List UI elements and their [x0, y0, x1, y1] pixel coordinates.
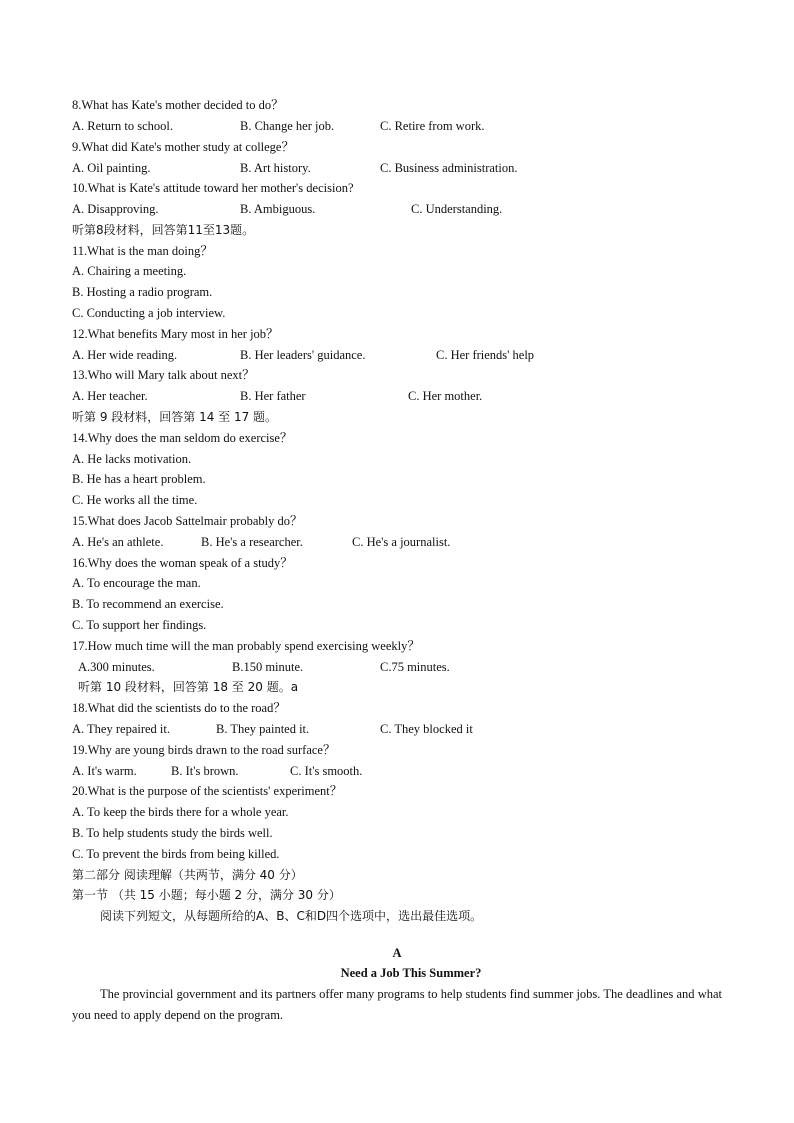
option-a: A. Chairing a meeting.: [72, 264, 187, 278]
option-b: B. It's brown.: [171, 764, 239, 778]
question-stem: 13.Who will Mary talk about next？: [72, 368, 255, 382]
option-c: C. To support her findings.: [72, 618, 207, 632]
option-a: A. To keep the birds there for a whole year.: [72, 805, 289, 819]
option-b: B. Her leaders' guidance.: [240, 348, 366, 362]
option-a: A. Her wide reading.: [72, 348, 178, 362]
question-stem: 11.What is the man doing？: [72, 244, 213, 258]
question-stem: 16.Why does the woman speak of a study？: [72, 556, 293, 570]
option-b: B. To recommend an exercise.: [72, 597, 224, 611]
option-a: A. He lacks motivation.: [72, 452, 192, 466]
option-a: A. Her teacher.: [72, 389, 148, 403]
option-a: A. Disapproving.: [72, 202, 159, 216]
section-header-seg9: 听第 9 段材料，回答第 14 至 17 题。: [72, 410, 278, 424]
question-stem: 10.What is Kate's attitude toward her mother's decision?: [72, 181, 354, 195]
question-stem: 15.What does Jacob Sattelmair probably do？: [72, 514, 303, 528]
question-stem: 18.What did the scientists do to the road？: [72, 701, 286, 715]
option-c: C. Understanding.: [411, 202, 503, 216]
option-c: C. Business administration.: [380, 161, 518, 175]
option-c: C. Her friends' help: [436, 348, 535, 362]
option-a: A.300 minutes.: [78, 660, 155, 674]
option-b: B. Her father: [240, 389, 306, 403]
option-b: B. Change her job.: [240, 119, 335, 133]
question-stem: 17.How much time will the man probably spend exercising weekly？: [72, 639, 420, 653]
option-b: B. Art history.: [240, 161, 311, 175]
option-a: A. They repaired it.: [72, 722, 170, 736]
option-b: B.150 minute.: [232, 660, 304, 674]
question-stem: 19.Why are young birds drawn to the road surface？: [72, 743, 336, 757]
option-c: C. Retire from work.: [380, 119, 485, 133]
section-header-seg10: 听第 10 段材料，回答第 18 至 20 题。a: [78, 680, 299, 694]
question-stem: 9.What did Kate's mother study at college？: [72, 140, 294, 154]
option-a: A. Return to school.: [72, 119, 174, 133]
option-a: A. He's an athlete.: [72, 535, 164, 549]
option-a: A. It's warm.: [72, 764, 137, 778]
option-b: B. To help students study the birds well.: [72, 826, 273, 840]
option-b: B. He's a researcher.: [201, 535, 303, 549]
option-c: C. Conducting a job interview.: [72, 306, 226, 320]
question-stem: 8.What has Kate's mother decided to do？: [72, 98, 284, 112]
option-b: B. Hosting a radio program.: [72, 285, 213, 299]
passage-letter: A: [392, 946, 402, 960]
question-stem: 12.What benefits Mary most in her job？: [72, 327, 279, 341]
question-stem: 14.Why does the man seldom do exercise？: [72, 431, 293, 445]
option-b: B. He has a heart problem.: [72, 472, 206, 486]
option-b: B. They painted it.: [216, 722, 310, 736]
passage-title: Need a Job This Summer?: [340, 966, 482, 980]
option-c: C. He's a journalist.: [352, 535, 451, 549]
option-c: C. It's smooth.: [290, 764, 363, 778]
question-stem: 20.What is the purpose of the scientists' experiment？: [72, 784, 343, 798]
option-c: C. He works all the time.: [72, 493, 198, 507]
option-c: C. Her mother.: [408, 389, 483, 403]
option-b: B. Ambiguous.: [240, 202, 316, 216]
section-header-seg8: 听第8段材料，回答第11至13题。: [72, 223, 255, 237]
part-two-title: 第二部分 阅读理解（共两节，满分 40 分）: [72, 868, 303, 882]
option-a: A. To encourage the man.: [72, 576, 201, 590]
option-c: C. They blocked it: [380, 722, 473, 736]
option-c: C. To prevent the birds from being killed.: [72, 847, 280, 861]
passage-paragraph: The provincial government and its partners offer many programs to help students find summer jobs. The deadlines and what you need to apply depend on the program.: [72, 987, 722, 1022]
reading-instruction: 阅读下列短文，从每题所给的A、B、C和D四个选项中，选出最佳选项。: [100, 909, 483, 923]
section-one-title: 第一节 （共 15 小题；每小题 2 分，满分 30 分）: [72, 888, 341, 902]
option-a: A. Oil painting.: [72, 161, 151, 175]
option-c: C.75 minutes.: [380, 660, 450, 674]
